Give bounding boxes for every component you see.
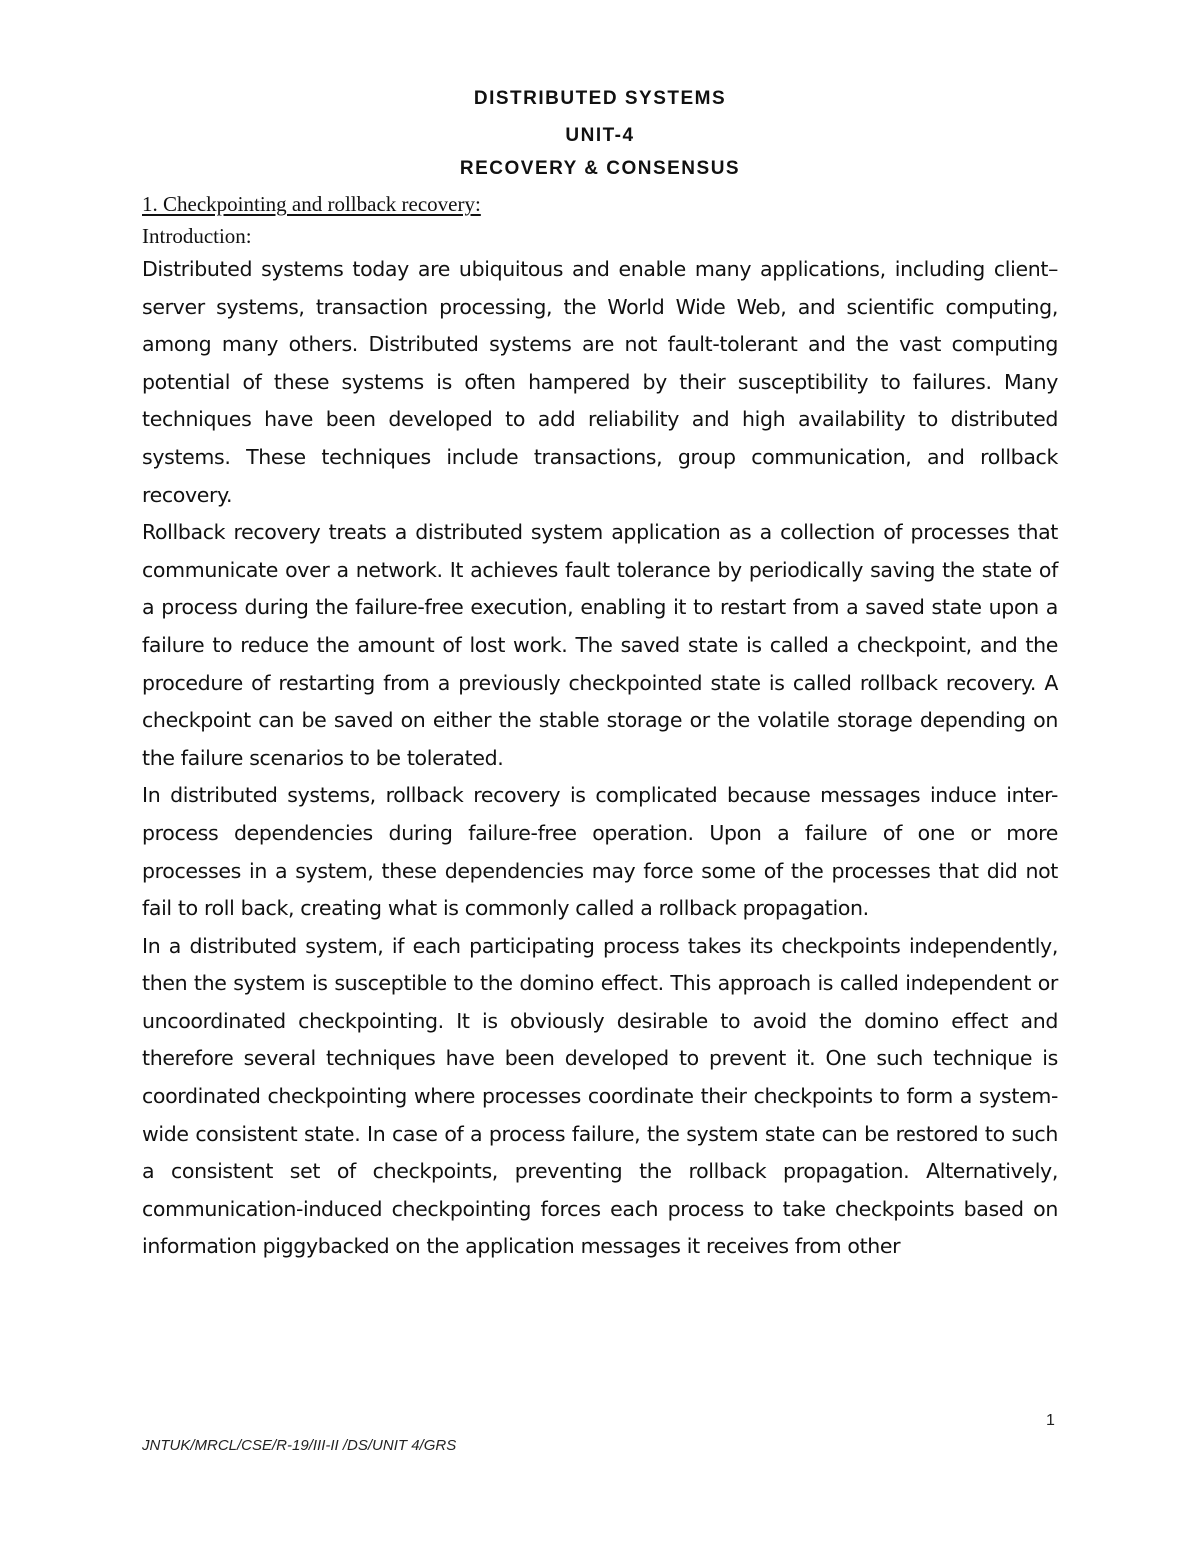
document-title: DISTRIBUTED SYSTEMS — [473, 88, 727, 109]
paragraph: In a distributed system, if each participating process takes its checkpoints independently, then the system is susceptible to the domino effect. This approach is called independent or uncoordinated checkpointing. It is obviously desirable to avoid the domino effect and therefore several techniques have been developed to prevent it. One such technique is coordinated checkpointing where processes coordinate their checkpoints to form a system-wide consistent state. In case of a process failure, the system state can be restored to such a consistent set of checkpoints, preventing the rollback propagation. Alternatively, communication-induced checkpointing forces each process to take checkpoints based on information piggybacked on the application messages it receives from other — [142, 933, 1058, 1259]
intro-label: Introduction: — [142, 224, 252, 248]
unit-label: UNIT-4 — [565, 125, 635, 146]
paragraph: Rollback recovery treats a distributed system application as a collection of processes that communicate over a network. It achieves fault tolerance by periodically saving the state of a process during the failure-free execution, enabling it to restart from a saved state upon a failure to reduce the amount of lost work. The saved state is called a checkpoint, and the procedure of restarting from a previously checkpointed state is called rollback recovery. A checkpoint can be saved on either the stable storage or the volatile storage depending on the failure scenarios to be tolerated. — [142, 520, 1058, 770]
page-footer: JNTUK/MRCL/CSE/R-19/III-II /DS/UNIT 4/GRS — [142, 1437, 457, 1454]
section-heading: 1. Checkpointing and rollback recovery: — [142, 192, 481, 216]
page-number: 1 — [1046, 1412, 1055, 1429]
unit-title: RECOVERY & CONSENSUS — [459, 158, 741, 179]
paragraph: In distributed systems, rollback recovery is complicated because messages induce inter-process dependencies during failure-free operation. Upon a failure of one or more processes in a system, these dependencies may force some of the processes that did not fail to roll back, creating what is commonly called a rollback propagation. — [142, 783, 1058, 921]
paragraph: Distributed systems today are ubiquitous and enable many applications, including client–server systems, transaction processing, the World Wide Web, and scientific computing, among many others. Distributed systems are not fault-tolerant and the vast computing potential of these systems is often hampered by their susceptibility to failures. Many techniques have been developed to add reliability and high availability to distributed systems. These techniques include transactions, group communication, and rollback recovery. — [142, 257, 1058, 507]
body-text — [142, 251, 1058, 1266]
